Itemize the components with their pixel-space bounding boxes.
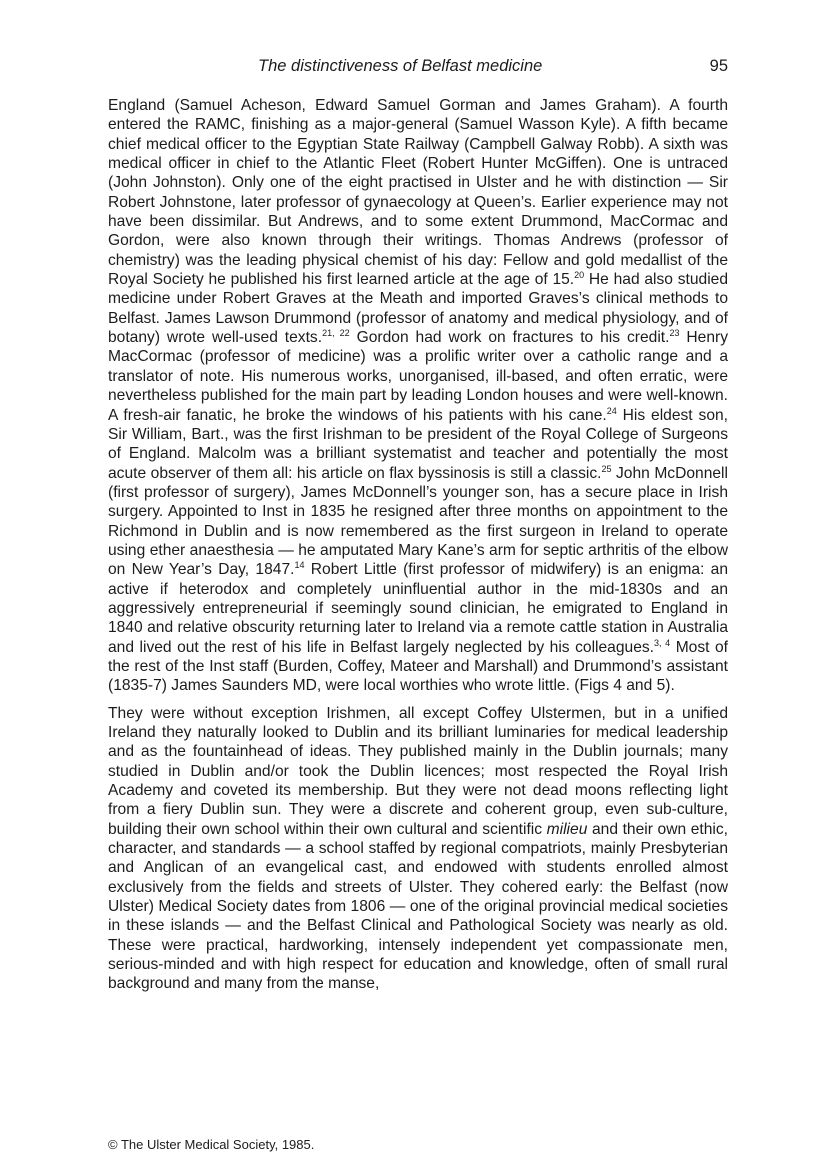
reference-marker: 23 [669, 328, 680, 339]
reference-marker: 14 [294, 560, 305, 571]
text-segment: His eldest son, Sir William, Bart., was the first Irishman to be president of the Royal College of Surgeons of England. Malcolm was a brilliant systematist and teacher and potentially the most acute observer of them all: his article on flax byssinosis is still a classic. [108, 406, 728, 482]
text-segment: Gordon had work on fractures to his credit. [349, 329, 670, 347]
running-title: The distinctiveness of Belfast medicine [258, 57, 543, 75]
text-segment: Most of the rest of the Inst staff (Burden, Coffey, Mateer and Marshall) and Drummond’s assistant (1835-7) James Saunders MD, were local worthies who wrote little. (Figs 4 and 5). [108, 638, 728, 695]
text-segment: Henry MacCormac (professor of medicine) was a prolific writer over a catholic range and a translator of note. His numerous works, unorganised, ill-based, and often erratic, were nevertheless published for the main part by leading London houses and were well-known. A fresh-air fanatic, he broke the windows of his patients with his cane. [108, 329, 728, 424]
text-segment: He had also studied medicine under Robert Graves at the Meath and imported Graves’s clinical methods to Belfast. James Lawson Drummond (professor of anatomy and medical physiology, and of botany) wrote well-used texts. [108, 271, 729, 347]
italic-term: milieu [546, 820, 588, 838]
reference-marker: 3, 4 [654, 637, 671, 648]
reference-marker: 25 [601, 463, 612, 474]
reference-marker: 24 [606, 405, 617, 416]
text-segment: John McDonnell (first professor of surgery), James McDonnell’s younger son, has a secure place in Irish surgery. Appointed to Inst in 1835 he resigned after three months on appointment to the Richmond in Dublin and is now remembered as the first surgeon in Ireland to operate using ether anaesthesia — he amputated Mary Kane’s arm for septic arthritis of the elbow on New Year’s Day, 1847. [108, 464, 728, 579]
paragraph [108, 96, 728, 696]
body-text [108, 96, 728, 994]
reference-marker: 20 [574, 270, 585, 281]
text-segment: and their own ethic, character, and standards — a school staffed by regional compatriots, mainly Presbyterian and Anglican of an evangelical cast, and endowed with students enrolled almost exclusively from the fields and streets of Ulster. They cohered early: the Belfast (now Ulster) Medical Society dates from 1806 — one of the original provincial medical societies in these islands — and the Belfast Clinical and Pathological Society was nearly as old. These were practical, hardworking, intensely independent yet compassionate men, serious-minded and with high respect for education and knowledge, often of small rural background and many from the manse, [108, 820, 728, 993]
copyright-footer: © The Ulster Medical Society, 1985. [108, 1137, 315, 1152]
paragraph [108, 704, 728, 994]
reference-marker: 21, 22 [322, 328, 350, 339]
text-segment: England (Samuel Acheson, Edward Samuel Gorman and James Graham). A fourth entered the RAMC, finishing as a major-general (Samuel Wasson Kyle). A fifth became chief medical officer to the Egyptian State Railway (Campbell Galway Robb). A sixth was medical officer in chief to the Atlantic Fleet (Robert Hunter McGiffen). One is untraced (John Johnston). Only one of the eight practised in Ulster and he with distinction — Sir Robert Johnstone, later professor of gynaecology at Queen’s. Earlier experience may not have been dissimilar. But Andrews, and to some extent Drummond, MacCormac and Gordon, were also known through their writings. Thomas Andrews (professor of chemistry) was the leading physical chemist of his day: Fellow and gold medallist of the Royal Society he published his first learned article at the age of 15. [108, 97, 728, 289]
text-segment: They were without exception Irishmen, all except Coffey Ulstermen, but in a unified Ireland they naturally looked to Dublin and its brilliant luminaries for medical leadership and as the fountainhead of ideas. They published mainly in the Dublin journals; many studied in Dublin and/or took the Dublin licences; most respected the Royal Irish Academy and coveted its membership. But they were not dead moons reflecting light from a fiery Dublin sun. They were a discrete and coherent group, even sub-culture, building their own school within their own cultural and scientific [108, 704, 728, 838]
text-segment: Robert Little (first professor of midwifery) is an enigma: an active if heterodox and completely uninfluential author in the mid-1830s and an aggressively entrepreneurial if seemingly sound clinician, he emigrated to England in 1840 and relative obscurity returning later to Ireland via a remote cattle station in Australia and lived out the rest of his life in Belfast largely neglected by his colleagues. [108, 561, 728, 656]
page-number: 95 [709, 57, 728, 75]
